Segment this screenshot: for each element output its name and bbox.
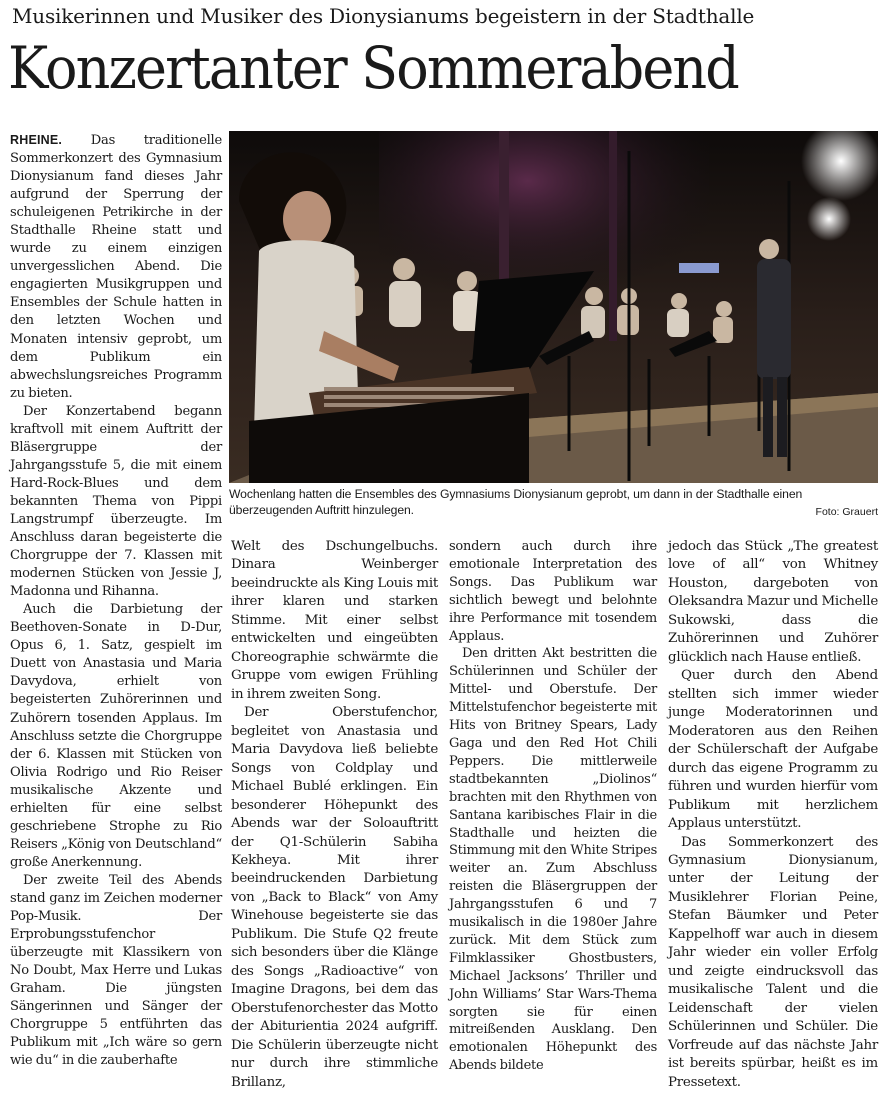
paragraph: sondern auch durch ihre emotionale Interpretation des Songs. Das Publikum war sichtlich bewegt und belohnte ihre Performance mit tosendem Applaus. [449,539,657,644]
article-column-2 [231,538,438,1092]
dateline: RHEINE. [10,133,63,147]
paragraph: Den dritten Akt bestritten die Schülerinnen und Schüler der Mittel- und Oberstufe. Der Mittelstufenchor begeisterte mit Hits von Britney Spears, Lady Gaga und den Red Hot Chili Peppers. Die mittlerweile stadtbekannten „Diolinos“ brachten mit den Rhythmen von Santana karibisches Flair in die Stadthalle und heizten die Stimmung mit den White Stripes weiter an. Zum Abschluss reisten die Bläsergruppen der Jahrgangsstufen 6 und 7 musikalisch in die 1980er Jahre zurück. Mit dem Stück zum Filmklassiker Ghostbusters, Michael Jacksons’ Thriller und John Williams’ Star Wars-Thema sorgten sie für einen mitreißenden Ausklang. Den emotionalen Höhepunkt des Abends bildete [449,646,657,1074]
paragraph: Der Konzertabend begann kraftvoll mit einem Auftritt der Bläsergruppe der Jahrgangsstufe 5, die mit einem Hard-Rock-Blues und dem bekannten Thema von Pippi Langstrumpf überzeugte. Im Anschluss daran begeisterte die Chorgruppe der 7. Klassen mit modernen Stücken von Jessie J, Madonna und Rihanna. [10,403,222,600]
photo-credit: Foto: Grauert [815,506,878,518]
headline: Konzertanter Sommerabend [8,34,738,102]
article-column-1 [10,131,222,1070]
paragraph [10,131,222,403]
paragraph: Das Sommerkonzert des Gymnasium Dionysianum, unter der Leitung der Musiklehrer Florian Peine, Stefan Bäumker und Peter Kappelhoff war auch in diesem Jahr wieder ein voller Erfolg und zeigte eindrucksvoll das musikalische Talent und die Leidenschaft der vielen Schülerinnen und Schüler. Die Vorfreude auf das nächste Jahr ist bereits spürbar, heißt es im Pressetext. [668,834,878,1090]
paragraph: Der zweite Teil des Abends stand ganz im Zeichen moderner Pop-Musik. Der Erprobungsstufenchor überzeugte mit Klassikern von No Doubt, Max Herre und Lukas Graham. Die jüngsten Sängerinnen und Sänger der Chorgruppe 5 entführten das Publikum mit „Ich wäre so gern wie du“ in die zauberhafte [10,872,222,1069]
paragraph: Welt des Dschungelbuchs. Dinara Weinberger beeindruckte als King Louis mit ihrer klaren und starken Stimme. Mit einer selbst entwickelten und eingeübten Choreographie schwärmte die Gruppe vom ewigen Frühling in ihrem zweiten Song. [231,539,438,702]
paragraph: Quer durch den Abend stellten sich immer wieder junge Moderatorinnen und Moderatoren aus den Reihen der Schülerschaft der Aufgabe durch das eigene Programm zu führen und wurden hierfür vom Publikum mit herzlichem Applaus unterstützt. [668,668,878,832]
paragraph-text: Das traditionelle Sommerkonzert des Gymnasium Dionysianum fand dieses Jahr aufgrund der Sperrung der schuleigenen Petrikirche in der Stadthalle Rheine statt und wurde zu einem einzigen unvergesslichen Abend. Die engagierten Musikgruppen und Ensembles der Schule hatten in den letzten Wochen und Monaten intensiv geprobt, um dem Publikum ein abwechslungsreiches Programm zu bieten. [10,133,222,401]
article-column-4 [668,538,878,1092]
concert-photo [229,131,878,483]
paragraph: Auch die Darbietung der Beethoven-Sonate in D-Dur, Opus 6, 1. Satz, gespielt im Duett von Anastasia und Maria Davydova, erhielt von begeisterten Zuhörerinnen und Zuhörern tosenden Applaus. Im Anschluss setzte die Chorgruppe der 6. Klassen mit Stücken von Olivia Rodrigo und Rio Reiser musikalische Akzente und erhielten für eine selbst geschriebene Strophe zu Rio Reisers „König von Deutschland“ große Anerkennung. [10,602,222,870]
article-column-3 [449,538,657,1075]
paragraph: jedoch das Stück „The greatest love of all“ von Whitney Houston, dargeboten von Oleksandra Mazur und Michelle Sukowski, dass die Zuhörerinnen und Zuhörer glücklich nach Hause entließ. [668,539,878,665]
paragraph: Der Oberstufenchor, begleitet von Anastasia und Maria Davydova ließ beliebte Songs von Coldplay und Michael Bublé erklingen. Ein besonderer Höhepunkt des Abends war der Soloauftritt der Q1-Schülerin Sabiha Kekheya. Mit ihrer beeindruckenden Darbietung von „Back to Black“ von Amy Winehouse begeisterte sie das Publikum. Die Stufe Q2 freute sich besonders über die Klänge des Songs „Radioactive“ von Imagine Dragons, bei dem das Oberstufenorchester das Motto der Abiturientia 2024 aufgriff. Die Schülerin überzeugte nicht nur durch ihre stimmliche Brillanz, [231,705,438,1090]
kicker: Musikerinnen und Musiker des Dionysianums begeistern in der Stadthalle [12,4,755,28]
photo-caption: Wochenlang hatten die Ensembles des Gymnasiums Dionysianum geprobt, um dann in der Stadthalle einen überzeugenden Auftritt hinzulegen. [229,487,803,517]
